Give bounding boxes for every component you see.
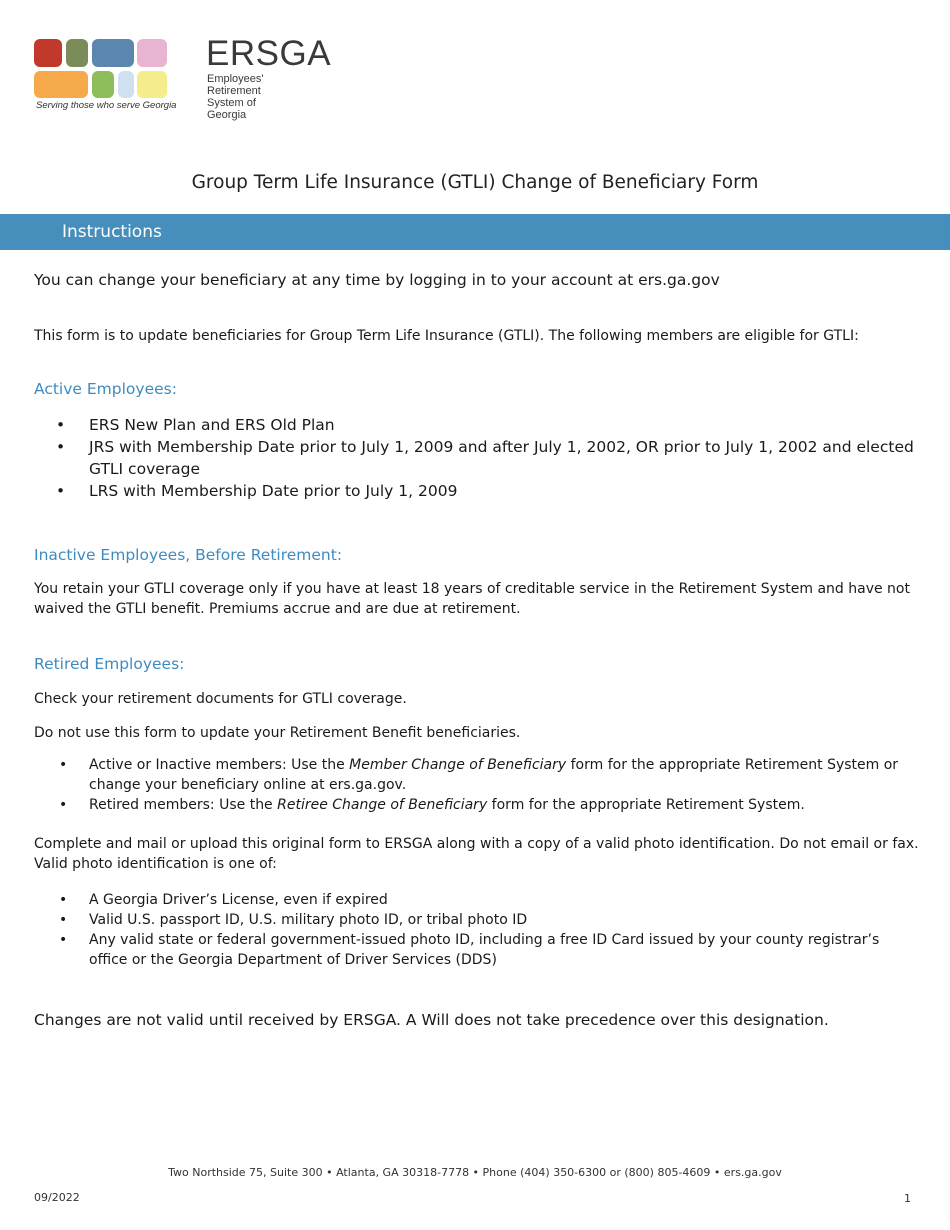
logo-block-yellow bbox=[137, 71, 167, 98]
retired-heading: Retired Employees: bbox=[34, 655, 185, 673]
list-item: • ERS New Plan and ERS Old Plan bbox=[34, 414, 919, 436]
logo-block-red bbox=[34, 39, 62, 67]
logo-tagline: Serving those who serve Georgia bbox=[36, 100, 177, 111]
inactive-text: You retain your GTLI coverage only if you have at least 18 years of creditable service in the Retirement System and have not waived the GTLI benefit. Premiums accrue and are due at retirement. bbox=[34, 581, 910, 617]
logo-block-pink bbox=[137, 39, 167, 67]
active-list bbox=[34, 414, 919, 502]
eligibility-text: This form is to update beneficiaries for Group Term Life Insurance (GTLI). The following members are eligible for GTLI: bbox=[34, 328, 859, 344]
closing-text: Changes are not valid until received by ERSGA. A Will does not take precedence over this designation. bbox=[34, 1011, 829, 1029]
ersga-logo bbox=[32, 34, 332, 121]
list-item: • A Georgia Driver’s License, even if expired bbox=[34, 890, 919, 910]
logo-block-lightblue bbox=[118, 71, 134, 98]
list-item: • Retired members: Use the Retiree Change of Beneficiary form for the appropriate Retirement System. bbox=[34, 795, 919, 815]
logo-block-blue bbox=[92, 39, 134, 67]
active-heading: Active Employees: bbox=[34, 380, 177, 398]
logo-wordmark: ERSGA bbox=[206, 34, 332, 73]
section-bar bbox=[0, 214, 950, 250]
logo-block-olive bbox=[66, 39, 88, 67]
list-item: • Active or Inactive members: Use the Member Change of Beneficiary form for the appropriate Retirement System or change your beneficiary online at ers.ga.gov. bbox=[34, 755, 919, 795]
form-name: Member Change of Beneficiary bbox=[349, 757, 567, 773]
intro-text: You can change your beneficiary at any time by logging in to your account at ers.ga.gov bbox=[34, 271, 720, 289]
list-item: • Valid U.S. passport ID, U.S. military photo ID, or tribal photo ID bbox=[34, 910, 919, 930]
list-item: • JRS with Membership Date prior to July 1, 2009 and after July 1, 2002, OR prior to July 1, 2002 and elected GTLI coverage bbox=[34, 436, 919, 480]
form-date: 09/2022 bbox=[34, 1191, 80, 1204]
list-item: • Any valid state or federal government-issued photo ID, including a free ID Card issued by your county registrar’s office or the Georgia Department of Driver Services (DDS) bbox=[34, 930, 919, 970]
form-name: Retiree Change of Beneficiary bbox=[277, 797, 488, 813]
id-list bbox=[34, 890, 919, 970]
section-bar-label: Instructions bbox=[62, 222, 162, 242]
page-number: 1 bbox=[904, 1192, 911, 1205]
page-title: Group Term Life Insurance (GTLI) Change of Beneficiary Form bbox=[191, 172, 759, 193]
list-item: • LRS with Membership Date prior to July 1, 2009 bbox=[34, 480, 919, 502]
retired-check-text: Check your retirement documents for GTLI coverage. bbox=[34, 691, 407, 707]
retired-donot-text: Do not use this form to update your Retirement Benefit beneficiaries. bbox=[34, 725, 521, 741]
logo-block-green bbox=[92, 71, 114, 98]
complete-text: Complete and mail or upload this original form to ERSGA along with a copy of a valid photo identification. Do not email or fax. Valid photo identification is one of: bbox=[34, 836, 919, 872]
footer-address: Two Northside 75, Suite 300 • Atlanta, GA 30318-7778 • Phone (404) 350-6300 or (800) 805-4609 • ers.ga.gov bbox=[168, 1166, 782, 1179]
retired-list bbox=[34, 755, 919, 815]
inactive-heading: Inactive Employees, Before Retirement: bbox=[34, 546, 343, 564]
logo-subtitle: Employees' Retirement System of Georgia bbox=[207, 73, 264, 121]
logo-block-orange bbox=[34, 71, 88, 98]
